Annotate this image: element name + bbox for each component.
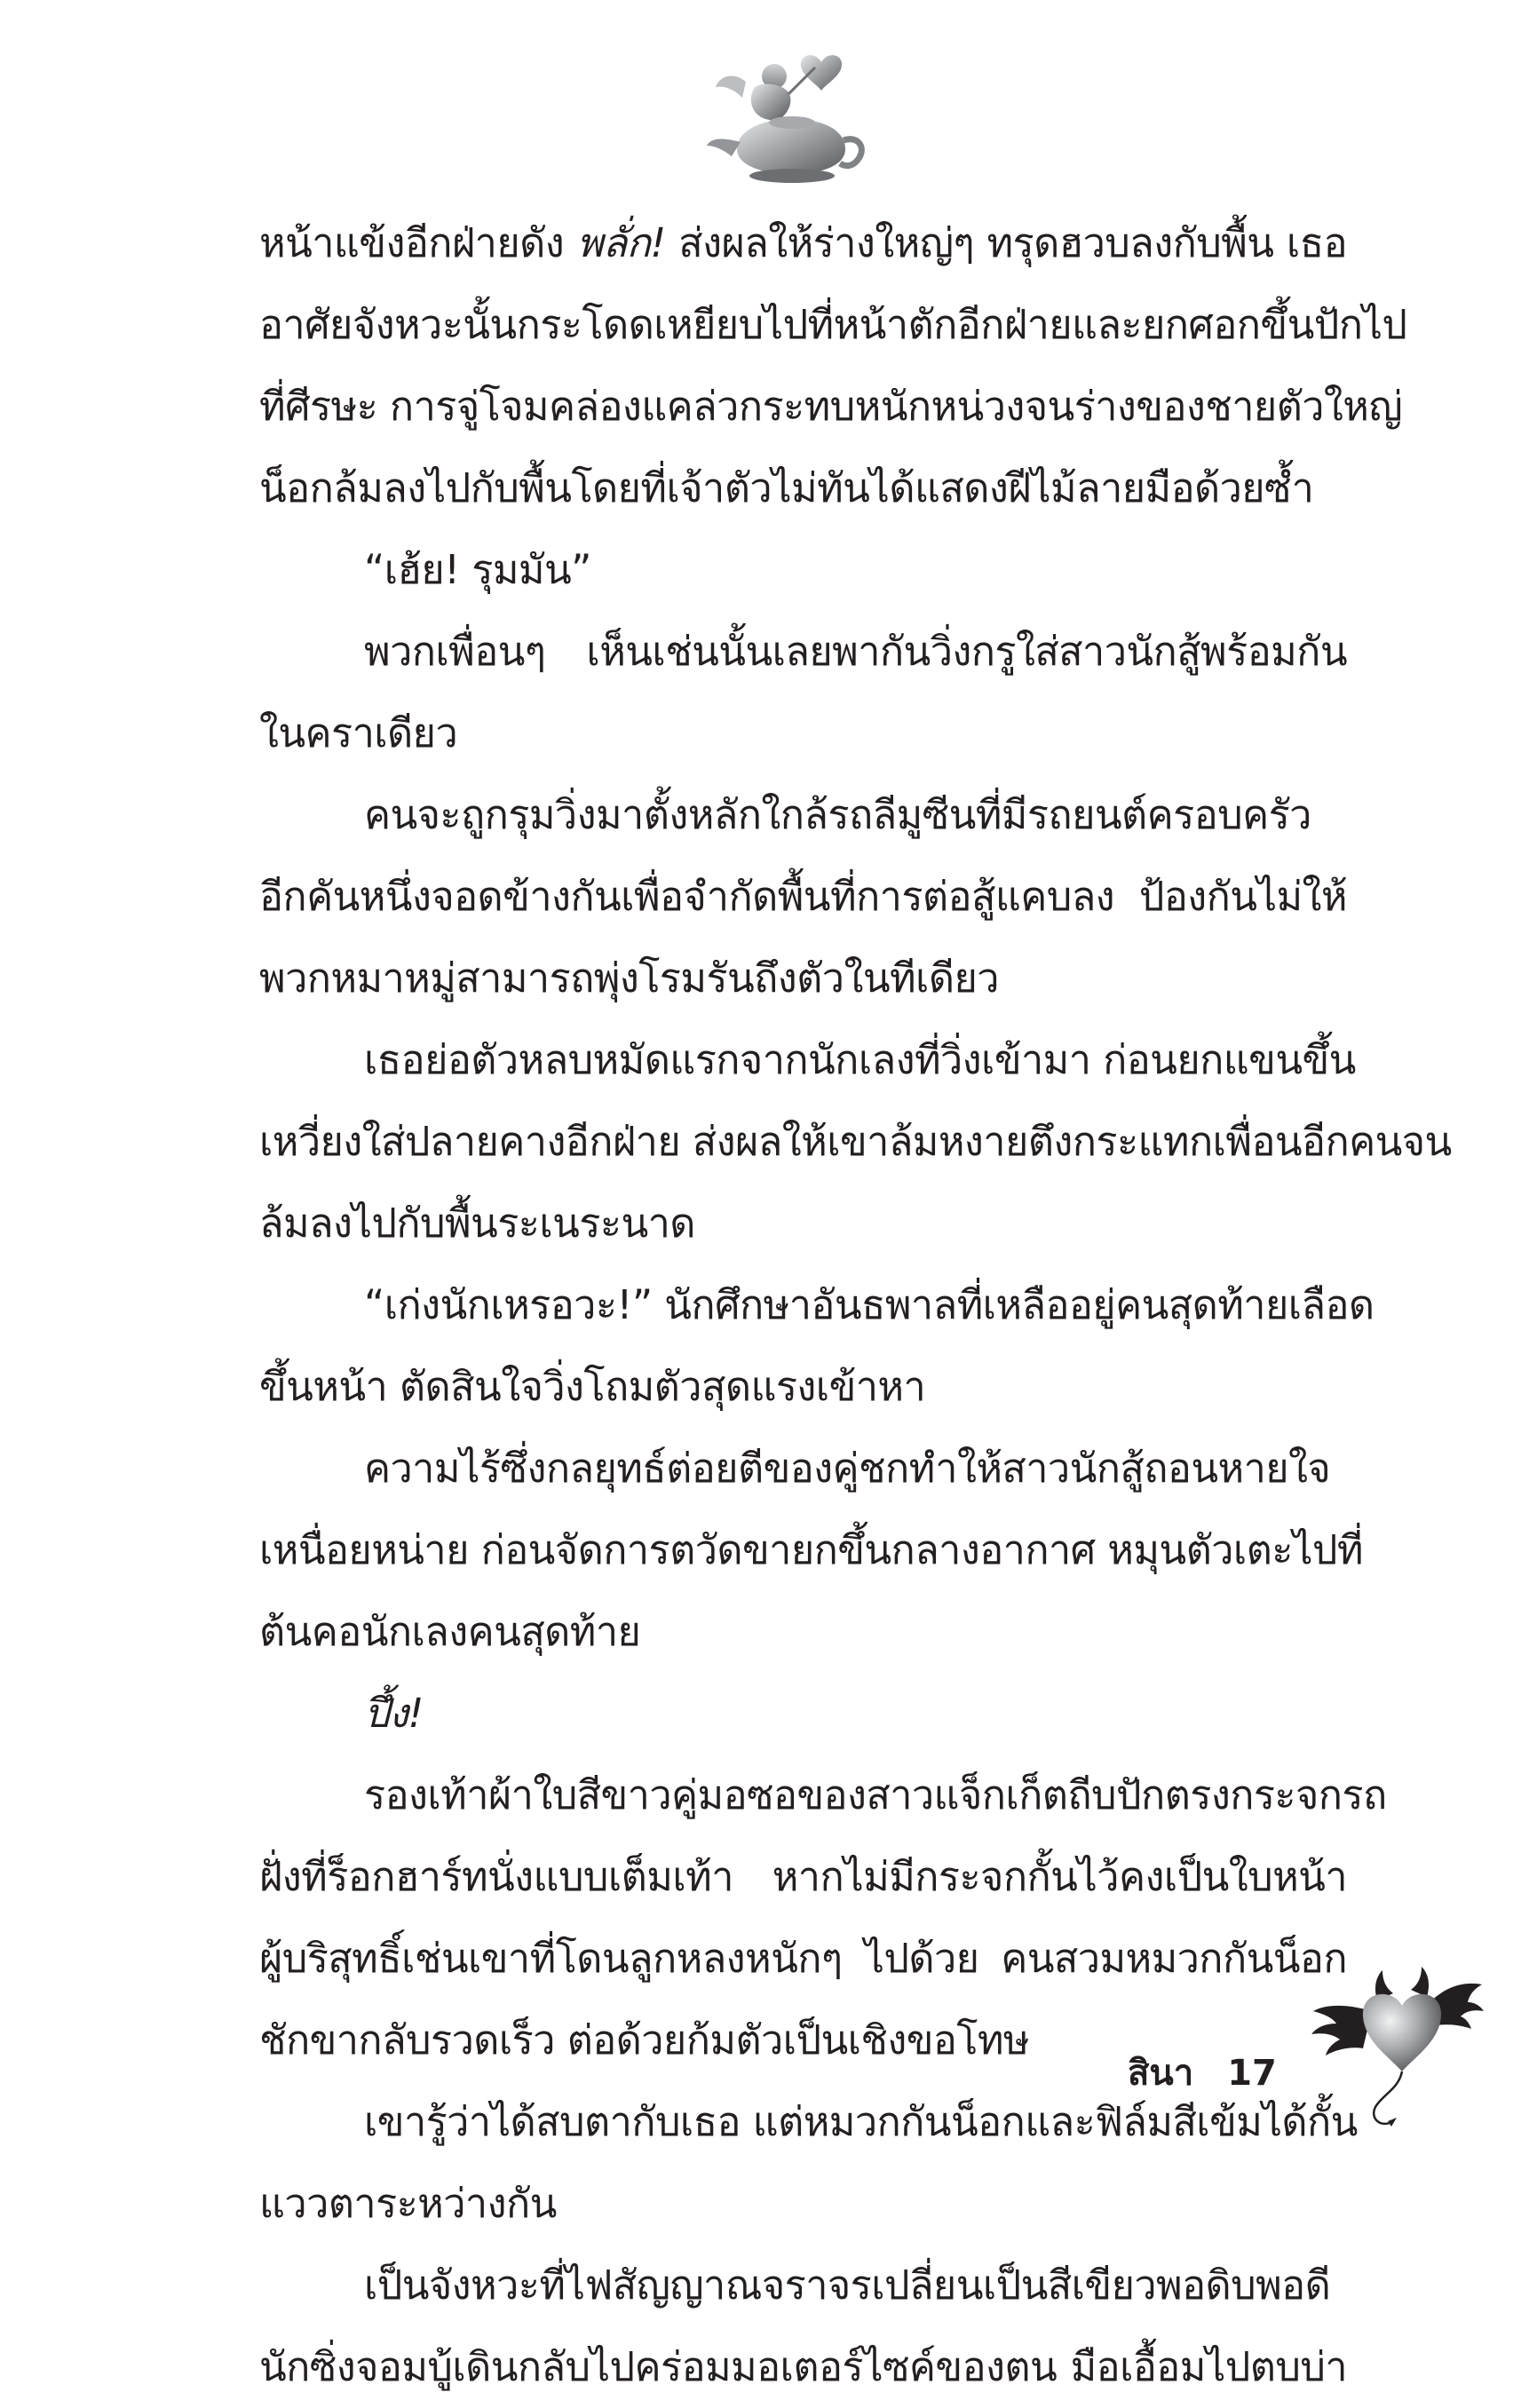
- text-line: เขารู้ว่าได้สบตากับเธอ แต่หมวกกันน็อกและฟิล์มสีเข้มได้กั้น: [364, 2098, 1358, 2145]
- text-line: เหนื่อยหน่าย ก่อนจัดการตวัดขายกขึ้นกลางอากาศ หมุนตัวเตะไปที่: [259, 1526, 1363, 1573]
- text-line: แววตาระหว่างกัน: [259, 2180, 557, 2227]
- text-line: ผู้บริสุทธิ์เช่นเขาที่โดนลูกหลงหนักๆ ไปด้วย คนสวมหมวกกันน็อก: [259, 1935, 1347, 1982]
- text-line: นักซิ่งจอมบู้เดินกลับไปคร่อมมอเตอร์ไซค์ของตน มือเอื้อมไปตบบ่า: [259, 2343, 1347, 2390]
- text-line: อาศัยจังหวะนั้นกระโดดเหยียบไปที่หน้าตักอีกฝ่ายและยกศอกขึ้นปักไป: [259, 301, 1407, 348]
- text-line: ในคราเดียว: [259, 709, 458, 756]
- text-line: ปึ้ง!: [364, 1690, 424, 1737]
- text-segment: ส่งผลให้ร่างใหญ่ๆ ทรุดฮวบลงกับพื้น เธอ: [665, 219, 1348, 266]
- text-line: ขึ้นหน้า ตัดสินใจวิ่งโถมตัวสุดแรงเข้าหา: [259, 1363, 926, 1410]
- text-line: ที่ศีรษะ การจู่โจมคล่องแคล่วกระทบหนักหน่วงจนร่างของชายตัวใหญ่: [259, 383, 1403, 430]
- text-line: เหวี่ยงใส่ปลายคางอีกฝ่าย ส่งผลให้เขาล้มหงายตึงกระแทกเพื่อนอีกคนจน: [259, 1118, 1452, 1165]
- text-line: ต้นคอนักเลงคนสุดท้าย: [259, 1608, 641, 1655]
- text-line: [259, 202, 1347, 284]
- text-line: “เฮ้ย! รุมมัน”: [364, 546, 591, 593]
- text-line: พวกเพื่อนๆ เห็นเช่นนั้นเลยพากันวิ่งกรูใส่สาวนักสู้พร้อมกัน: [364, 628, 1347, 675]
- text-line: เธอย่อตัวหลบหมัดแรกจากนักเลงที่วิ่งเข้ามา ก่อนยกแขนขึ้น: [364, 1036, 1356, 1083]
- text-line: คนจะถูกรุมวิ่งมาตั้งหลักใกล้รถลีมูซีนที่มีรถยนต์ครอบครัว: [364, 791, 1311, 838]
- text-line: น็อกล้มลงไปกับพื้นโดยที่เจ้าตัวไม่ทันได้แสดงฝีไม้ลายมือด้วยซ้ำ: [259, 464, 1314, 511]
- sound-effect-text: พลั่ก!: [576, 219, 666, 266]
- page-footer: [1128, 2047, 1277, 2100]
- text-line: “เก่งนักเหรอวะ!” นักศึกษาอันธพาลที่เหลืออยู่คนสุดท้ายเลือด: [364, 1281, 1374, 1328]
- text-line: ล้มลงไปกับพื้นระเนระนาด: [259, 1200, 695, 1247]
- text-segment: หน้าแข้งอีกฝ่ายดัง: [259, 219, 577, 266]
- winged-devil-heart-ornament-icon: [1310, 1958, 1487, 2135]
- text-line: ชักขากลับรวดเร็ว ต่อด้วยก้มตัวเป็นเชิงขอโทษ: [259, 2016, 1029, 2063]
- text-line: พวกหมาหมู่สามารถพุ่งโรมรันถึงตัวในทีเดียว: [259, 954, 999, 1002]
- text-line: ความไร้ซึ่งกลยุทธ์ต่อยตีของคู่ชกทำให้สาวนักสู้ถอนหายใจ: [364, 1445, 1331, 1492]
- book-title: สินา: [1128, 2053, 1194, 2094]
- text-line: ฝั่งที่ร็อกฮาร์ทนั่งแบบเต็มเท้า หากไม่มีกระจกกั้นไว้คงเป็นใบหน้า: [259, 1853, 1347, 1900]
- page-number: 17: [1227, 2053, 1277, 2094]
- text-line: รองเท้าผ้าใบสีขาวคู่มอซอของสาวแจ็กเก็ตถีบปักตรงกระจกรถ: [364, 1771, 1387, 1818]
- text-line: เป็นจังหวะที่ไฟสัญญาณจราจรเปลี่ยนเป็นสีเขียวพอดิบพอดี: [364, 2261, 1331, 2309]
- cupid-teapot-ornament-icon: [701, 43, 870, 202]
- text-line: อีกคันหนึ่งจอดข้างกันเพื่อจำกัดพื้นที่การต่อสู้แคบลง ป้องกันไม่ให้: [259, 873, 1347, 920]
